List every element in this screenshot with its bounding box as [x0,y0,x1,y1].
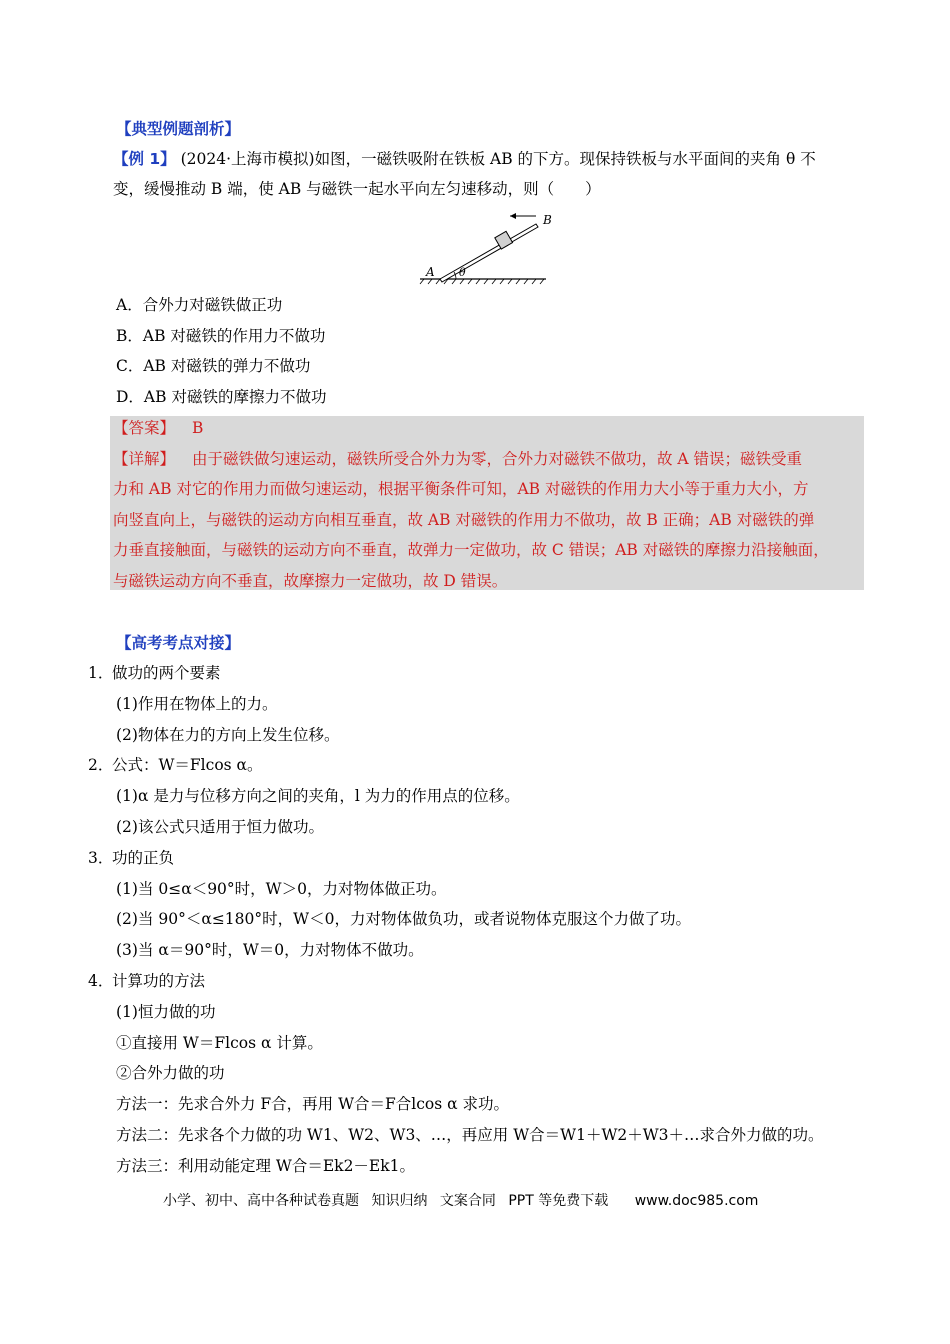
point-subitem: (3)当 α＝90°时，W＝0，力对物体不做功。 [116,941,424,960]
answer-box [110,416,864,590]
point-subitem: 方法一：先求合外力 F合，再用 W合＝F合lcos α 求功。 [116,1095,510,1114]
point-heading-text: 计算功的方法 [112,972,206,990]
point-subitem: (1)作用在物体上的力。 [116,694,278,713]
section-title-examples: 【典型例题剖析】 [116,120,241,138]
point-subitem: (2)当 90°＜α≤180°时，W＜0，力对物体做负功，或者说物体克服这个力做了功。 [116,910,691,929]
point-number: 1． [88,664,114,682]
answer-tag: 【答案】 [113,419,176,437]
point-subitem: ①直接用 W＝Flcos α 计算。 [116,1033,323,1052]
point-subitem: 方法二：先求各个力做的功 W1、W2、W3、…，再应用 W合＝W1＋W2＋W3＋…求合外力做的功。 [116,1126,824,1144]
section-title-points: 【高考考点对接】 [116,634,241,652]
detail-text-3: 向竖直向上，与磁铁的运动方向相互垂直，故 AB 对磁铁的作用力不做功，故 B 正确；AB 对磁铁的弹 [113,511,815,529]
label-a: A [426,265,435,279]
option-a: A．合外力对磁铁做正功 [116,296,283,314]
point-subitem: (2)该公式只适用于恒力做功。 [116,818,324,836]
point-subitem: (1)α 是力与位移方向之间的夹角，l 为力的作用点的位移。 [116,787,520,806]
detail-tag: 【详解】 [113,450,176,468]
detail-text-4: 力垂直接触面，与磁铁的运动方向不垂直，故弹力一定做功，故 C 错误；AB 对磁铁的摩擦力沿接触面， [113,541,829,559]
label-theta: θ [459,266,466,279]
detail-text-1: 由于磁铁做匀速运动，磁铁所受合外力为零，合外力对磁铁不做功，故 A 错误；磁铁受重 [191,450,803,468]
detail-text-2: 力和 AB 对它的作用力而做匀速运动，根据平衡条件可知，AB 对磁铁的作用力大小等于重力大小，方 [113,480,809,498]
example-text-1: (2024·上海市模拟)如图，一磁铁吸附在铁板 AB 的下方。现保持铁板与水平面间的夹角 θ 不 [180,150,816,168]
point-heading-text: 功的正负 [112,848,175,867]
footer-url: www.doc985.com [634,1193,759,1209]
example-text-2: 变，缓慢推动 B 端，使 AB 与磁铁一起水平向左匀速移动，则（ ） [113,180,601,198]
detail-line-1 [113,448,802,470]
point-subitem: ②合外力做的功 [116,1064,225,1083]
incline-figure [418,208,552,288]
answer-value: B [191,419,204,437]
point-number: 4． [88,972,114,990]
footer-text-2: 知识归纳 [371,1193,428,1209]
point-heading [88,970,205,992]
label-b: B [543,213,552,227]
example-tag: 【例 1】 [113,150,176,168]
point-subitem: (1)当 0≤α＜90°时，W＞0，力对物体做正功。 [116,879,447,898]
option-b: B．AB 对磁铁的作用力不做功 [116,327,326,345]
push-arrow-head [510,213,516,219]
point-number: 3． [88,848,114,867]
answer-line [113,417,203,439]
point-number: 2． [88,756,114,775]
option-c: C．AB 对磁铁的弹力不做功 [116,357,311,375]
footer-text-3: 文案合同 [439,1193,496,1209]
point-heading [88,847,174,869]
option-d: D．AB 对磁铁的摩擦力不做功 [116,388,327,406]
footer-text-1: 小学、初中、高中各种试卷真题 [163,1193,359,1209]
point-subitem: (2)物体在力的方向上发生位移。 [116,725,340,744]
example-line-1 [113,148,816,170]
ground-hatch [420,279,544,284]
point-heading-text: 公式：W＝Flcos α。 [112,756,263,775]
point-subitem: (1)恒力做的功 [116,1002,216,1021]
footer-text-4: PPT 等免费下载 [508,1193,609,1209]
point-heading-text: 做功的两个要素 [112,664,221,682]
detail-text-5: 与磁铁运动方向不垂直，故摩擦力一定做功，故 D 错误。 [113,572,508,590]
point-heading [88,754,263,776]
footer [163,1190,766,1210]
point-heading [88,662,221,684]
point-subitem: 方法三：利用动能定理 W合＝Ek2－Ek1。 [116,1156,415,1175]
